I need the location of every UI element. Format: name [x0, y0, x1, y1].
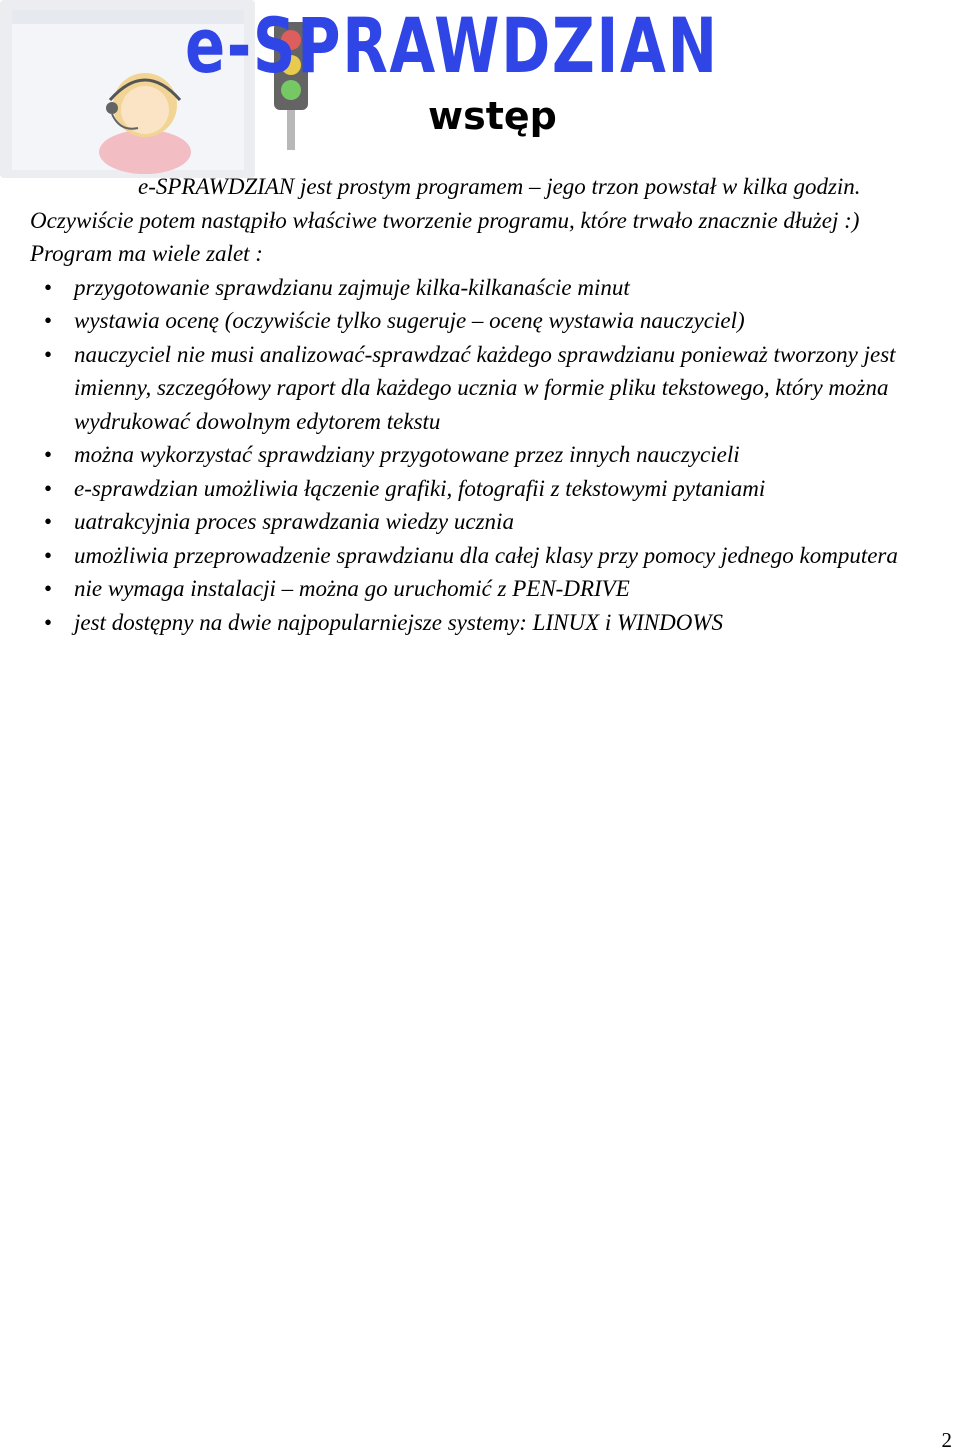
- bullet-icon: •: [44, 475, 53, 501]
- advantages-list: [30, 271, 955, 640]
- bullet-icon: •: [44, 509, 53, 534]
- bullet-icon: •: [44, 442, 53, 467]
- list-item-text: uatrakcyjnia proces sprawdzania wiedzy ucznia: [74, 509, 514, 534]
- document-body: [30, 170, 955, 639]
- list-item: [30, 572, 955, 606]
- intro-paragraph: e-SPRAWDZIAN jest prostym programem – jego trzon powstał w kilka godzin. Oczywiście potem nastąpiło właściwe tworzenie programu, które trwało znacznie dłużej :): [30, 174, 861, 233]
- page-number: 2: [941, 1428, 952, 1452]
- list-item-text: jest dostępny na dwie najpopularniejsze systemy: LINUX i WINDOWS: [74, 609, 724, 635]
- list-item: [30, 539, 955, 573]
- list-item: [30, 606, 955, 640]
- list-item: [30, 472, 955, 506]
- list-item: [30, 505, 955, 539]
- bullet-icon: •: [44, 576, 53, 601]
- bullet-icon: •: [44, 542, 53, 568]
- bullet-icon: •: [44, 609, 53, 635]
- section-heading: wstęp: [428, 94, 557, 138]
- list-item: [30, 304, 955, 338]
- list-item-text: umożliwia przeprowadzenie sprawdzianu dla całej klasy przy pomocy jednego komputera: [74, 542, 898, 568]
- list-item-text: nie wymaga instalacji – można go uruchomić z PEN-DRIVE: [74, 576, 630, 601]
- bullet-icon: •: [44, 274, 53, 300]
- bullet-icon: •: [44, 341, 53, 367]
- list-item-text: nauczyciel nie musi analizować-sprawdzać każdego sprawdzianu ponieważ tworzony jest imienny, szczegółowy raport dla każdego ucznia w formie pliku tekstowego, który można wydrukować dowolnym edytorem tekstu: [74, 341, 896, 434]
- logo-title: e-SPRAWDZIAN: [185, 1, 719, 90]
- bullet-icon: •: [44, 308, 53, 333]
- list-item-text: e-sprawdzian umożliwia łączenie grafiki, fotografii z tekstowymi pytaniami: [74, 475, 766, 501]
- list-item-text: przygotowanie sprawdzianu zajmuje kilka-kilkanaście minut: [74, 274, 630, 300]
- list-item: [30, 438, 955, 472]
- list-item: [30, 271, 955, 305]
- advantages-heading: Program ma wiele zalet :: [30, 241, 263, 266]
- list-item-text: wystawia ocenę (oczywiście tylko sugeruje – ocenę wystawia nauczyciel): [74, 308, 745, 333]
- list-item-text: można wykorzystać sprawdziany przygotowane przez innych nauczycieli: [74, 442, 740, 467]
- list-item: [30, 338, 955, 439]
